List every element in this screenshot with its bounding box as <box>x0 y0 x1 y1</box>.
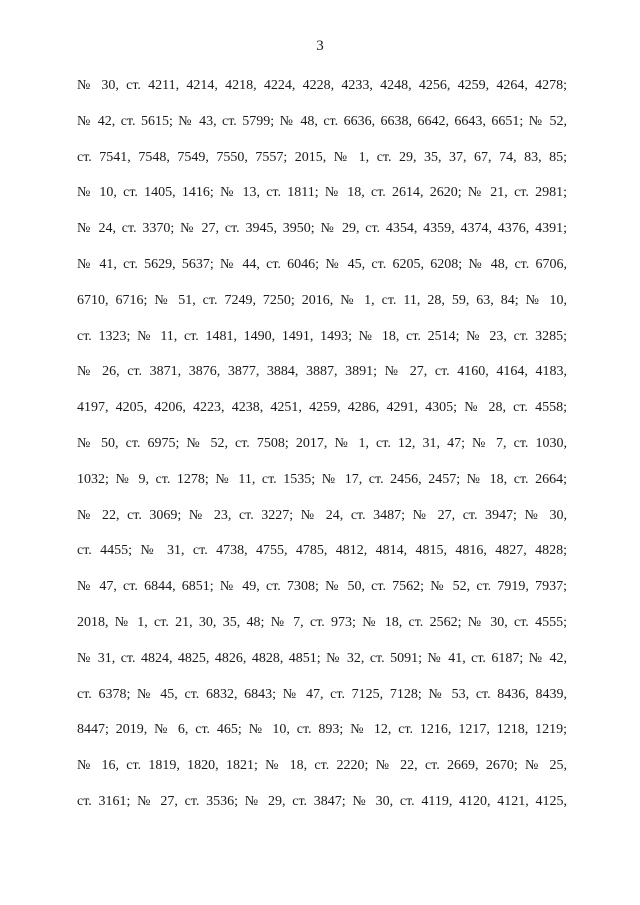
text-line: 4197, 4205, 4206, 4223, 4238, 4251, 4259, 4286, 4291, 4305; № 28, ст. 4558; <box>77 400 567 416</box>
text-line: № 24, ст. 3370; № 27, ст. 3945, 3950; № 29, ст. 4354, 4359, 4374, 4376, 4391; <box>77 221 567 237</box>
text-line: № 31, ст. 4824, 4825, 4826, 4828, 4851; № 32, ст. 5091; № 41, ст. 6187; № 42, <box>77 650 567 666</box>
text-line: 6710, 6716; № 51, ст. 7249, 7250; 2016, № 1, ст. 11, 28, 59, 63, 84; № 10, <box>77 292 567 308</box>
text-line: № 16, ст. 1819, 1820, 1821; № 18, ст. 2220; № 22, ст. 2669, 2670; № 25, <box>77 758 567 774</box>
text-line: ст. 1323; № 11, ст. 1481, 1490, 1491, 1493; № 18, ст. 2514; № 23, ст. 3285; <box>77 328 567 344</box>
text-line: ст. 7541, 7548, 7549, 7550, 7557; 2015, № 1, ст. 29, 35, 37, 67, 74, 83, 85; <box>77 149 567 165</box>
text-line: ст. 3161; № 27, ст. 3536; № 29, ст. 3847; № 30, ст. 4119, 4120, 4121, 4125, <box>77 793 567 809</box>
text-line: 8447; 2019, № 6, ст. 465; № 10, ст. 893; № 12, ст. 1216, 1217, 1218, 1219; <box>77 722 567 738</box>
document-body <box>77 68 567 820</box>
text-line: № 22, ст. 3069; № 23, ст. 3227; № 24, ст. 3487; № 27, ст. 3947; № 30, <box>77 507 567 523</box>
text-line: № 50, ст. 6975; № 52, ст. 7508; 2017, № 1, ст. 12, 31, 47; № 7, ст. 1030, <box>77 435 567 451</box>
page-number: 3 <box>316 38 324 54</box>
text-line: № 30, ст. 4211, 4214, 4218, 4224, 4228, 4233, 4248, 4256, 4259, 4264, 4278; <box>77 78 567 93</box>
text-line: № 42, ст. 5615; № 43, ст. 5799; № 48, ст. 6636, 6638, 6642, 6643, 6651; № 52, <box>77 113 567 129</box>
text-line: № 26, ст. 3871, 3876, 3877, 3884, 3887, 3891; № 27, ст. 4160, 4164, 4183, <box>77 364 567 380</box>
text-line: 2018, № 1, ст. 21, 30, 35, 48; № 7, ст. 973; № 18, ст. 2562; № 30, ст. 4555; <box>77 614 567 630</box>
text-line: 1032; № 9, ст. 1278; № 11, ст. 1535; № 17, ст. 2456, 2457; № 18, ст. 2664; <box>77 471 567 487</box>
text-line: ст. 6378; № 45, ст. 6832, 6843; № 47, ст. 7125, 7128; № 53, ст. 8436, 8439, <box>77 686 567 702</box>
text-line: № 10, ст. 1405, 1416; № 13, ст. 1811; № 18, ст. 2614, 2620; № 21, ст. 2981; <box>77 185 567 201</box>
text-line: № 41, ст. 5629, 5637; № 44, ст. 6046; № 45, ст. 6205, 6208; № 48, ст. 6706, <box>77 256 567 272</box>
text-line: ст. 4455; № 31, ст. 4738, 4755, 4785, 4812, 4814, 4815, 4816, 4827, 4828; <box>77 543 567 559</box>
text-line: № 47, ст. 6844, 6851; № 49, ст. 7308; № 50, ст. 7562; № 52, ст. 7919, 7937; <box>77 579 567 595</box>
